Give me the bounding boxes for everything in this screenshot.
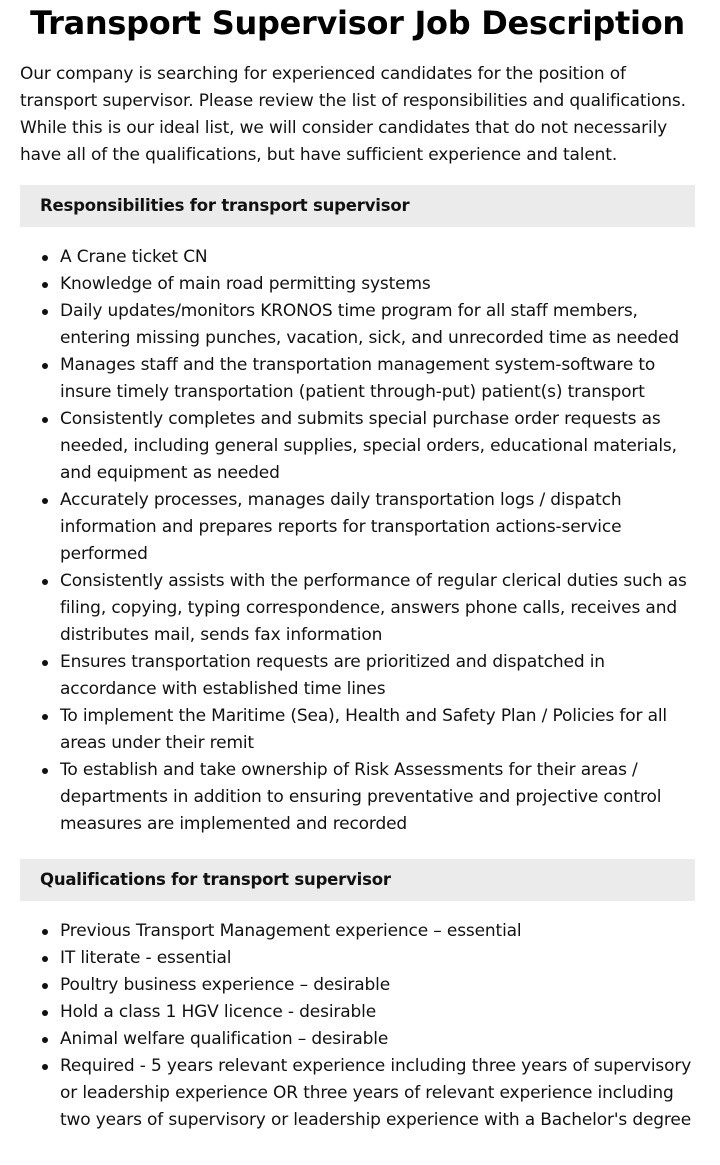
list-item: To establish and take ownership of Risk Assessments for their areas / departments in addition to ensuring preventative and projective control measures are implemented and recorded (60, 757, 695, 838)
intro-paragraph: Our company is searching for experienced candidates for the position of transport supervisor. Please review the list of responsibilities and qualifications. While this is our ideal list, we will consider candidates that do not necessarily have all of the qualifications, but have sufficient experience and talent. (20, 64, 686, 165)
job-description-page (20, 0, 695, 1134)
qualifications-heading: Qualifications for transport supervisor (20, 859, 695, 901)
list-item: Required - 5 years relevant experience including three years of supervisory or leadership experience OR three years of relevant experience including two years of supervisory or leadership experience with a Bachelor's degree (60, 1053, 695, 1134)
list-item: Knowledge of main road permitting systems (60, 271, 695, 298)
list-item: Poultry business experience – desirable (60, 972, 695, 999)
list-item: Accurately processes, manages daily transportation logs / dispatch information and prepares reports for transportation actions-service performed (60, 487, 695, 568)
list-item: Daily updates/monitors KRONOS time program for all staff members, entering missing punches, vacation, sick, and unrecorded time as needed (60, 298, 695, 352)
list-item: Previous Transport Management experience – essential (60, 918, 695, 945)
responsibilities-list (20, 244, 695, 838)
page-title: Transport Supervisor Job Description (30, 4, 685, 42)
list-item: To implement the Maritime (Sea), Health and Safety Plan / Policies for all areas under their remit (60, 703, 695, 757)
list-item: A Crane ticket CN (60, 244, 695, 271)
list-item: Manages staff and the transportation management system-software to insure timely transportation (patient through-put) patient(s) transport (60, 352, 695, 406)
responsibilities-heading: Responsibilities for transport supervisor (20, 185, 695, 227)
list-item: Animal welfare qualification – desirable (60, 1026, 695, 1053)
list-item: Consistently completes and submits special purchase order requests as needed, including general supplies, special orders, educational materials, and equipment as needed (60, 406, 695, 487)
qualifications-list (20, 918, 695, 1134)
list-item: Ensures transportation requests are prioritized and dispatched in accordance with established time lines (60, 649, 695, 703)
list-item: IT literate - essential (60, 945, 695, 972)
list-item: Consistently assists with the performance of regular clerical duties such as filing, copying, typing correspondence, answers phone calls, receives and distributes mail, sends fax information (60, 568, 695, 649)
list-item: Hold a class 1 HGV licence - desirable (60, 999, 695, 1026)
